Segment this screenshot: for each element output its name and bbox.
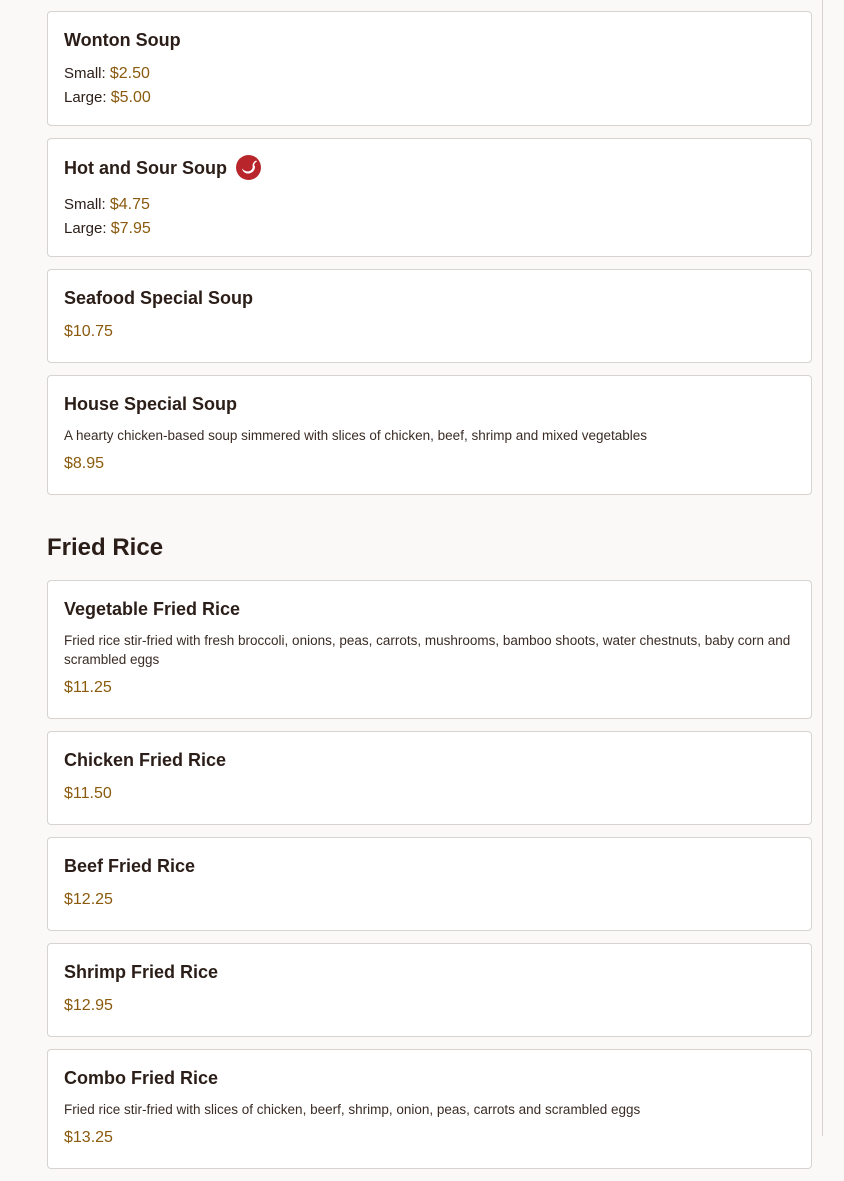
size-label: Large:: [64, 89, 107, 106]
price-value: $8.95: [64, 455, 105, 472]
item-name-row: [64, 286, 795, 310]
item-name-row: [64, 854, 795, 878]
item-name: Wonton Soup: [64, 30, 181, 50]
size-label: Large:: [64, 220, 107, 237]
menu-item-card[interactable]: [47, 138, 812, 257]
size-price: $7.95: [110, 220, 151, 237]
price-value: $13.25: [64, 1129, 113, 1146]
menu-item-card[interactable]: [47, 580, 812, 719]
item-description: Fried rice stir-fried with slices of chicken, beerf, shrimp, onion, peas, carrots and scrambled eggs: [64, 1102, 641, 1117]
item-name: Hot and Sour Soup: [64, 157, 227, 178]
section-heading-fried-rice: Fried Rice: [47, 534, 164, 561]
item-price: [64, 888, 795, 912]
item-name-row: [64, 960, 795, 984]
item-price: [64, 676, 795, 700]
size-price: $2.50: [109, 65, 150, 82]
price-options: [64, 62, 795, 110]
item-name: Chicken Fried Rice: [64, 750, 227, 770]
item-description: Fried rice stir-fried with fresh broccoli, onions, peas, carrots, mushrooms, bamboo shoots, water chestnuts, baby corn and scrambled eggs: [64, 633, 791, 667]
price-option: [64, 86, 795, 110]
menu-list: [47, 11, 812, 1181]
item-description: A hearty chicken-based soup simmered with slices of chicken, beef, shrimp and mixed vegetables: [64, 428, 648, 443]
price-value: $11.25: [64, 679, 112, 696]
price-value: $12.95: [64, 997, 113, 1014]
price-options: [64, 193, 795, 241]
menu-item-card[interactable]: [47, 731, 812, 825]
menu-item-card[interactable]: [47, 375, 812, 495]
item-price: [64, 782, 795, 806]
item-name-row: [64, 1066, 795, 1090]
menu-item-card[interactable]: [47, 11, 812, 126]
item-name: Vegetable Fried Rice: [64, 599, 241, 619]
menu-item-card[interactable]: [47, 1049, 812, 1169]
item-name-row: [64, 28, 795, 52]
price-option: [64, 193, 795, 217]
chili-pepper-icon: [236, 155, 261, 180]
size-label: Small:: [64, 196, 106, 213]
price-value: $10.75: [64, 323, 113, 340]
item-name: Combo Fried Rice: [64, 1068, 219, 1088]
item-name: House Special Soup: [64, 394, 238, 414]
item-price: [64, 1126, 795, 1150]
menu-item-card[interactable]: [47, 837, 812, 931]
item-name: Beef Fried Rice: [64, 856, 196, 876]
item-price: [64, 452, 795, 476]
size-price: $5.00: [110, 89, 151, 106]
menu-item-card[interactable]: [47, 943, 812, 1037]
item-name-row: [64, 392, 795, 416]
item-name-row: [64, 597, 795, 621]
item-price: [64, 320, 795, 344]
item-name-row: [64, 154, 795, 181]
menu-item-card[interactable]: [47, 269, 812, 363]
size-price: $4.75: [109, 196, 150, 213]
size-label: Small:: [64, 65, 106, 82]
item-name: Seafood Special Soup: [64, 288, 254, 308]
item-name: Shrimp Fried Rice: [64, 962, 219, 982]
item-name-row: [64, 748, 795, 772]
price-value: $11.50: [64, 785, 112, 802]
price-option: [64, 62, 795, 86]
price-option: [64, 217, 795, 241]
page-divider: [822, 0, 823, 1136]
price-value: $12.25: [64, 891, 113, 908]
item-price: [64, 994, 795, 1018]
